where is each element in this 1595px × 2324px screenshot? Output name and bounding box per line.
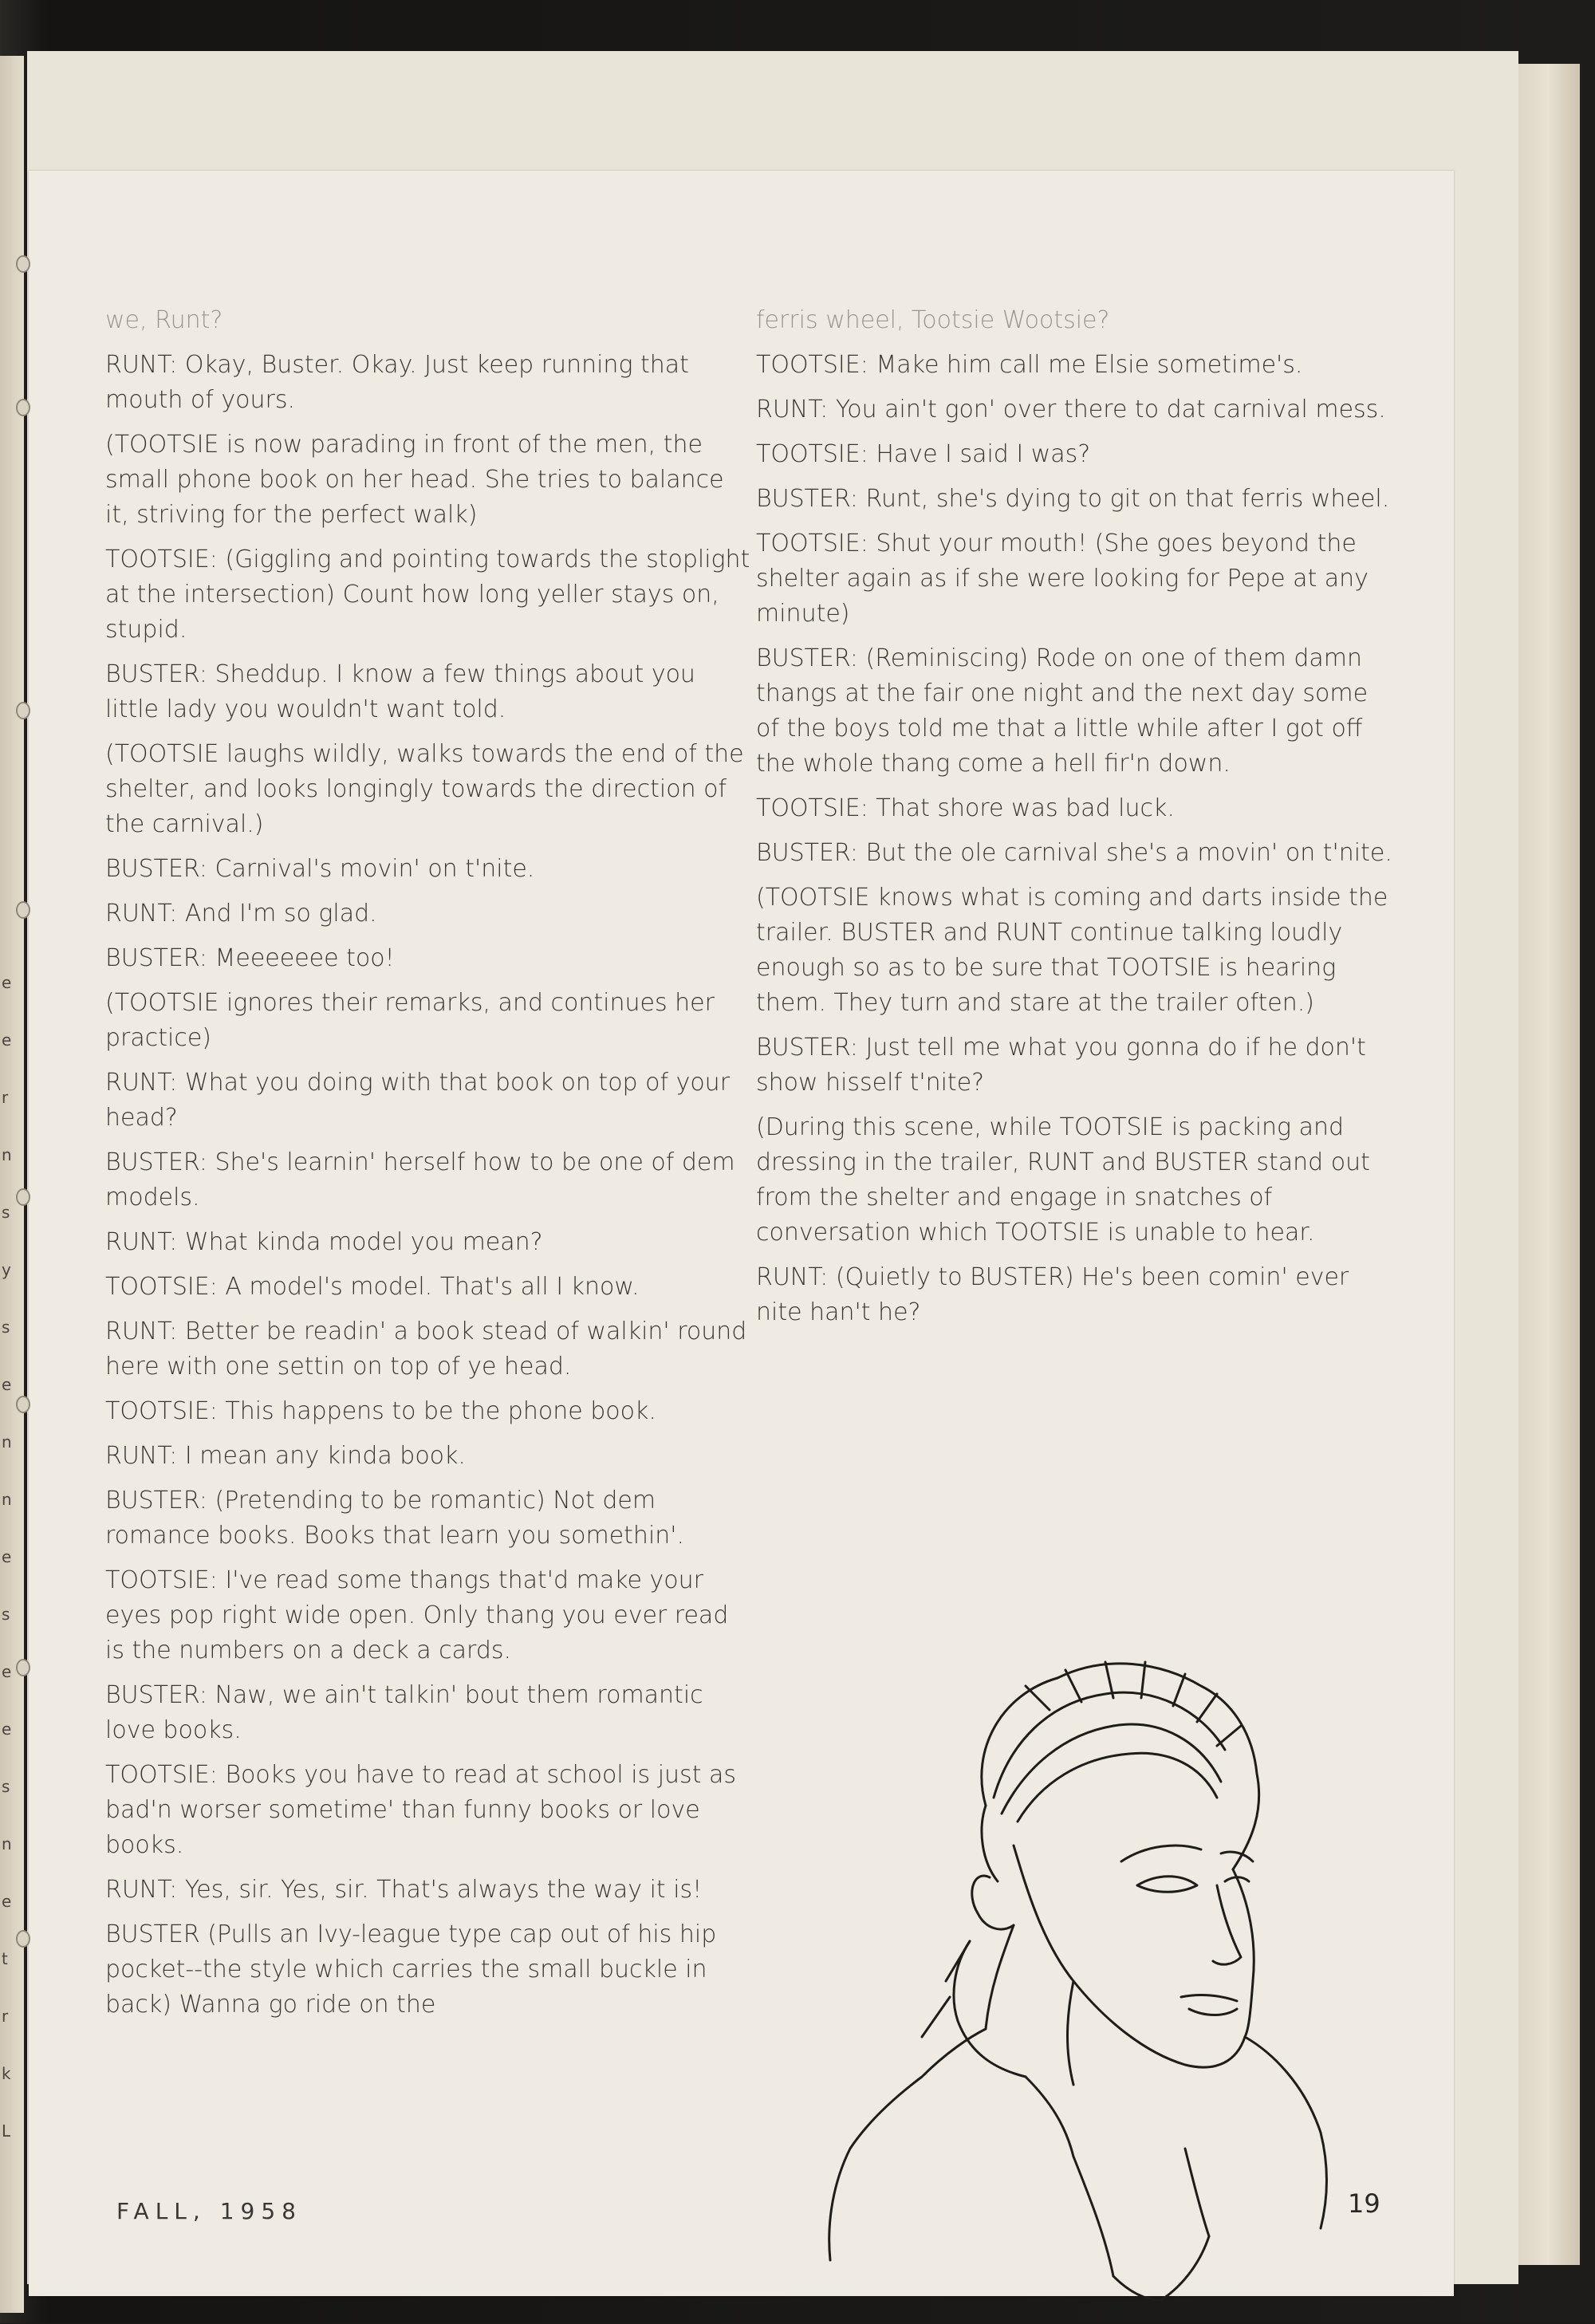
margin-letter: e bbox=[2, 1547, 12, 1566]
margin-letter: k bbox=[2, 2064, 11, 2083]
left-column-paragraph: RUNT: I mean any kinda book. bbox=[105, 1442, 466, 1470]
left-column-paragraph: BUSTER: Meeeeeee too! bbox=[105, 944, 395, 972]
right-column-paragraph: (During this scene, while TOOTSIE is packing and dressing in the trailer, RUNT and BUSTER stand out from the shelter and engage in snatches of conversation which TOOTSIE is unable to hear. bbox=[756, 1113, 1378, 1247]
right-column-paragraph: TOOTSIE: Shut your mouth! (She goes beyond the shelter again as if she were looking for Pepe at any minute) bbox=[756, 530, 1376, 628]
binding-hole bbox=[16, 702, 30, 719]
margin-letter: e bbox=[2, 1662, 12, 1681]
left-column-paragraph: TOOTSIE: This happens to be the phone book. bbox=[105, 1397, 656, 1425]
right-column-paragraph: RUNT: (Quietly to BUSTER) He's been comin' ever nite han't he? bbox=[756, 1263, 1357, 1326]
left-column-paragraph: we, Runt? bbox=[105, 306, 223, 334]
margin-letter: s bbox=[2, 1777, 10, 1796]
margin-letter: e bbox=[2, 1375, 12, 1394]
margin-letter: n bbox=[2, 1834, 12, 1853]
left-column-paragraph: TOOTSIE: (Giggling and pointing towards the stoplight at the intersection) Count how long yeller stays on, stupid. bbox=[105, 546, 758, 644]
margin-letter: L bbox=[2, 2121, 11, 2141]
margin-letter: e bbox=[2, 1719, 12, 1739]
left-column-paragraph: BUSTER: Sheddup. I know a few things about you little lady you wouldn't want told. bbox=[105, 660, 703, 723]
binding-hole bbox=[16, 255, 30, 273]
right-column-paragraph: BUSTER: Just tell me what you gonna do if he don't show hisself t'nite? bbox=[756, 1034, 1374, 1097]
right-column-paragraph: TOOTSIE: That shore was bad luck. bbox=[756, 794, 1175, 822]
right-column-paragraph: RUNT: You ain't gon' over there to dat carnival mess. bbox=[756, 396, 1386, 423]
margin-letter: e bbox=[2, 973, 12, 992]
margin-letter: n bbox=[2, 1432, 12, 1452]
sketch-portrait-man-icon bbox=[786, 1606, 1345, 2324]
page-number: 19 bbox=[1348, 2188, 1380, 2219]
left-column-paragraph: BUSTER: She's learnin' herself how to be one of dem models. bbox=[105, 1148, 743, 1211]
margin-letter: y bbox=[2, 1260, 11, 1279]
margin-letter: s bbox=[2, 1605, 10, 1624]
binding-hole bbox=[16, 1396, 30, 1413]
margin-letter: s bbox=[2, 1203, 10, 1222]
left-column-paragraph: BUSTER: Naw, we ain't talkin' bout them romantic love books. bbox=[105, 1681, 711, 1744]
margin-letter: r bbox=[2, 2007, 9, 2026]
right-column-paragraph: BUSTER: But the ole carnival she's a movin' on t'nite. bbox=[756, 839, 1392, 867]
right-column-paragraph: TOOTSIE: Have I said I was? bbox=[756, 440, 1091, 468]
margin-letter: r bbox=[2, 1088, 9, 1107]
right-column-paragraph: ferris wheel, Tootsie Wootsie? bbox=[756, 306, 1110, 334]
document-page bbox=[29, 171, 1454, 2296]
binding-hole bbox=[16, 1930, 30, 1948]
left-column bbox=[105, 303, 758, 2032]
right-column-paragraph: BUSTER: Runt, she's dying to git on that ferris wheel. bbox=[756, 485, 1390, 513]
left-column-paragraph: TOOTSIE: I've read some thangs that'd make your eyes pop right wide open. Only thang you ever read is the numbers on a deck a cards. bbox=[105, 1566, 736, 1664]
margin-letter: t bbox=[2, 1949, 8, 1968]
left-column-paragraph: (TOOTSIE laughs wildly, walks towards the end of the shelter, and looks longingly towards the direction of the carnival.) bbox=[105, 740, 752, 838]
binding-hole bbox=[16, 1659, 30, 1676]
right-column-paragraph: BUSTER: (Reminiscing) Rode on one of them damn thangs at the fair one night and the next day some of the boys told me that a little while after I got off the whole thang come a hell fir'n down. bbox=[756, 644, 1376, 778]
left-column-paragraph: RUNT: What you doing with that book on top of your head? bbox=[105, 1069, 738, 1132]
left-column-paragraph: RUNT: What kinda model you mean? bbox=[105, 1228, 543, 1256]
left-column-paragraph: BUSTER: (Pretending to be romantic) Not dem romance books. Books that learn you somethin'. bbox=[105, 1487, 685, 1550]
binding-hole bbox=[16, 901, 30, 919]
binding-hole bbox=[16, 1188, 30, 1206]
right-column-paragraph: (TOOTSIE knows what is coming and darts inside the trailer. BUSTER and RUNT continue talking loudly enough so as to be sure that TOOTSIE is hearing them. They turn and stare at the trailer often.) bbox=[756, 884, 1396, 1017]
left-column-paragraph: TOOTSIE: A model's model. That's all I know. bbox=[105, 1273, 640, 1301]
left-page-edge bbox=[0, 56, 24, 2313]
margin-letter: e bbox=[2, 1030, 12, 1050]
left-column-paragraph: BUSTER (Pulls an Ivy-league type cap out of his hip pocket--the style which carries the small buckle in back) Wanna go ride on the bbox=[105, 1920, 724, 2019]
left-column-paragraph: RUNT: Better be readin' a book stead of walkin' round here with one settin on top of ye head. bbox=[105, 1318, 754, 1381]
margin-letter: e bbox=[2, 1892, 12, 1911]
left-column-paragraph: (TOOTSIE ignores their remarks, and continues her practice) bbox=[105, 989, 723, 1052]
left-column-paragraph: RUNT: And I'm so glad. bbox=[105, 900, 377, 928]
right-column-paragraph: TOOTSIE: Make him call me Elsie sometime's. bbox=[756, 351, 1303, 379]
margin-letter: n bbox=[2, 1490, 12, 1509]
right-column bbox=[756, 303, 1394, 1340]
left-column-paragraph: RUNT: Okay, Buster. Okay. Just keep running that mouth of yours. bbox=[105, 351, 697, 414]
left-column-paragraph: RUNT: Yes, sir. Yes, sir. That's always the way it is! bbox=[105, 1876, 703, 1904]
left-column-paragraph: TOOTSIE: Books you have to read at school is just as bad'n worser sometime' than funny books or love books. bbox=[105, 1761, 744, 1859]
margin-letter: n bbox=[2, 1145, 12, 1164]
binding-hole bbox=[16, 399, 30, 416]
left-column-paragraph: BUSTER: Carnival's movin' on t'nite. bbox=[105, 855, 535, 883]
issue-footer: FALL, 1958 bbox=[116, 2198, 302, 2224]
left-column-paragraph: (TOOTSIE is now parading in front of the men, the small phone book on her head. She tries to balance it, striving for the perfect walk) bbox=[105, 431, 732, 529]
margin-letter: s bbox=[2, 1318, 10, 1337]
